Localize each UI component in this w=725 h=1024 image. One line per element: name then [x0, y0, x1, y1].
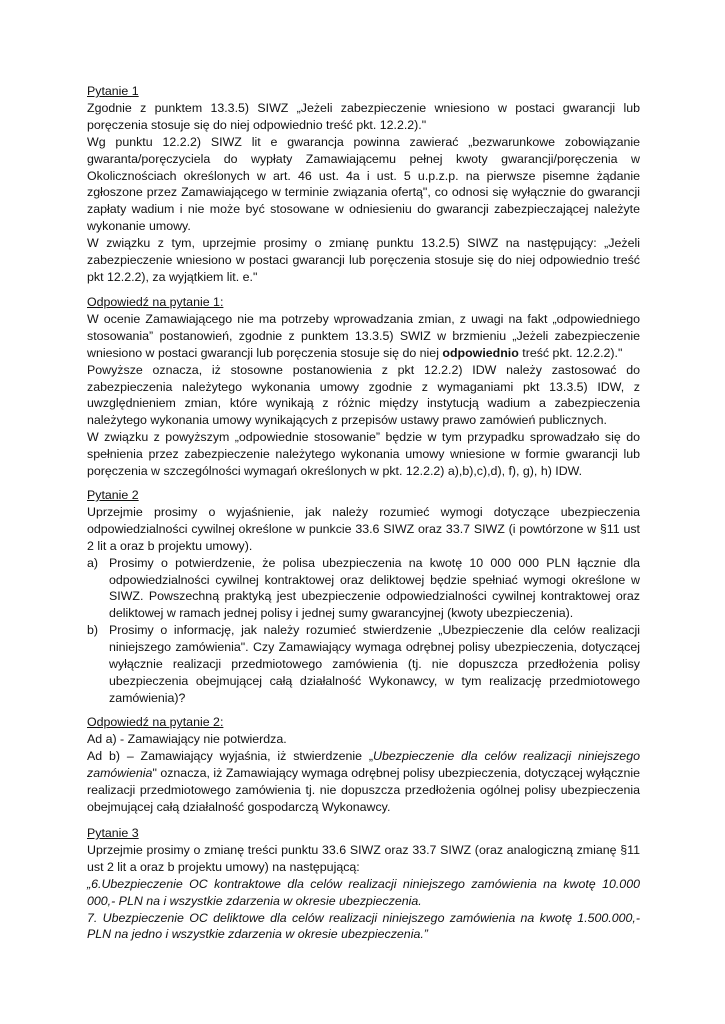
answer-1-text-a: W ocenie Zamawiającego nie ma potrzeby wprowadzania zmian, z uwagi na fakt „odpowiedniego stosowania” postanowień, zgodnie z punktem 13.3.5) SWIZ w brzmieniu „Jeżeli zabezpieczenie wniesiono w postaci gwarancji lub poręczenia stosuje się do niej [87, 311, 640, 360]
question-2-paragraph-1: Uprzejmie prosimy o wyjaśnienie, jak należy rozumieć wymogi dotyczące ubezpieczenia odpowiedzialności cywilnej określone w punkcie 33.6 SIWZ oraz 33.7 SIWZ (i powtórzone w §11 ust 2 lit a oraz b projektu umowy). [87, 504, 640, 553]
question-1-heading: Pytanie 1 [87, 84, 139, 98]
answer-2-paragraph-1: Ad a) - Zamawiający nie potwierdza. [87, 731, 287, 746]
answer-2-text-b: " oznacza, iż Zamawiający wymaga odrębnej polisy ubezpieczenia, dotyczącej wyłącznie realizacji przedmiotowego zamówienia tj. nie dopuszcza przedłożenia ogólnej polisy ubezpieczenia obejmującej całą działalność gospodarczą Wykonawcy. [87, 765, 640, 814]
list-item-marker: b) [87, 623, 99, 638]
answer-1-heading: Odpowiedź na pytanie 1: [87, 295, 224, 309]
question-3-heading: Pytanie 3 [87, 826, 139, 840]
question-1-paragraph-3: W związku z tym, uprzejmie prosimy o zmianę punktu 13.2.5) SIWZ na następujący: „Jeżeli zabezpieczenie wniesiono w postaci gwarancji lub poręczenia stosuje się do niej odpowiednio treść pkt 12.2.2), za wyjątkiem lit. e." [87, 236, 640, 284]
answer-2-paragraph-2 [87, 748, 640, 816]
question-1-paragraph-1: Zgodnie z punktem 13.3.5) SIWZ „Jeżeli zabezpieczenie wniesiono w postaci gwarancji lub poręczenia stosuje się do niej odpowiednio treść pkt. 12.2.2)." [87, 100, 640, 132]
answer-2-heading: Odpowiedź na pytanie 2: [87, 715, 224, 729]
question-3-paragraph-1: Uprzejmie prosimy o zmianę treści punktu 33.6 SIWZ oraz 33.7 SIWZ (oraz analogiczną zmianę §11 ust 2 lit a oraz b projektu umowy) na następującą: [87, 842, 640, 874]
question-2-heading: Pytanie 2 [87, 488, 139, 502]
answer-1-paragraph-2: Powyższe oznacza, iż stosowne postanowienia z pkt 12.2.2) IDW należy zastosować do zabezpieczenia należytego wykonania umowy zgodnie z wymaganiami pkt 13.3.5) IDW, z uwzględnieniem zmian, które wynikają z różnic między instytucją wadium a zabezpieczenia należytego wykonania umowy wynikających z przepisów ustawy prawo zamówień publicznych. [87, 362, 640, 428]
question-1-paragraph-2: Wg punktu 12.2.2) SIWZ lit e gwarancja powinna zawierać „bezwarunkowe zobowiązanie gwaranta/poręczyciela do wypłaty Zamawiającemu pełnej kwoty gwarancji/poręczenia w Okolicznościach określonych w art. 46 ust. 4a i ust. 5 u.p.z.p. na pierwsze pisemne żądanie zgłoszone przez Zamawiającego w terminie związania ofertą", co odnosi się wyłącznie do gwarancji zapłaty wadium i nie może być stosowane w odniesieniu do gwarancji zabezpieczającej należyte wykonanie umowy. [87, 134, 640, 234]
answer-1-paragraph-3: W związku z powyższym „odpowiednie stosowanie” będzie w tym przypadku sprowadzało się do spełnienia przez zabezpieczenie należytego wykonania umowy wniesione w formie gwarancji lub poręczenia w szczególności wymagań określonych w pkt. 12.2.2) a),b),c),d), f), g), h) IDW. [87, 430, 640, 479]
answer-1-text-b: treść pkt. 12.2.2)." [518, 345, 623, 360]
question-3-quote-2: 7. Ubezpieczenie OC deliktowe dla celów realizacji niniejszego zamówienia na kwotę 1.500.000,- PLN na jedno i wszystkie zdarzenia w okresie ubezpieczenia.” [87, 910, 640, 942]
answer-2-text-a: Ad b) – Zamawiający wyjaśnia, iż stwierdzenie „ [87, 748, 374, 763]
question-3-quote-1: „6.Ubezpieczenie OC kontraktowe dla celów realizacji niniejszego zamówienia na kwotę 10.000 000,- PLN na i wszystkie zdarzenia w okresie ubezpieczenia. [87, 876, 640, 908]
question-1 [87, 83, 640, 286]
answer-2 [87, 714, 640, 815]
answer-1 [87, 294, 640, 480]
list-item [87, 622, 640, 707]
answer-1-paragraph-1 [87, 311, 640, 362]
answer-1-bold-word: odpowiednio [442, 345, 519, 360]
question-2 [87, 487, 640, 707]
question-3 [87, 825, 640, 943]
list-item-text: Prosimy o informację, jak należy rozumieć stwierdzenie „Ubezpieczenie dla celów realizacji niniejszego zamówienia". Czy Zamawiający wymaga odrębnej polisy ubezpieczenia, dotyczącej wyłącznie realizacji przedmiotowego zamówienia (tj. nie dopuszcza przedłożenia polisy ubezpieczenia obejmującej całą działalność Wykonawcy, w tym realizację przedmiotowego zamówienia)? [109, 623, 640, 705]
question-2-list [87, 555, 640, 707]
list-item [87, 555, 640, 623]
list-item-marker: a) [87, 555, 99, 570]
list-item-text: Prosimy o potwierdzenie, że polisa ubezpieczenia na kwotę 10 000 000 PLN łącznie dla odpowiedzialności cywilnej kontraktowej oraz deliktowej będzie spełniać wymogi określone w SIWZ. Powszechną praktyką jest ubezpieczenie odpowiedzialności cywilnej kontraktowej oraz deliktowej w ramach jednej polisy i jednej sumy gwarancyjnej (kwoty ubezpieczenia). [109, 555, 640, 621]
answer-2-italic-quote: Ubezpieczenie dla celów realizacji niniejszego zamówienia [87, 748, 640, 780]
